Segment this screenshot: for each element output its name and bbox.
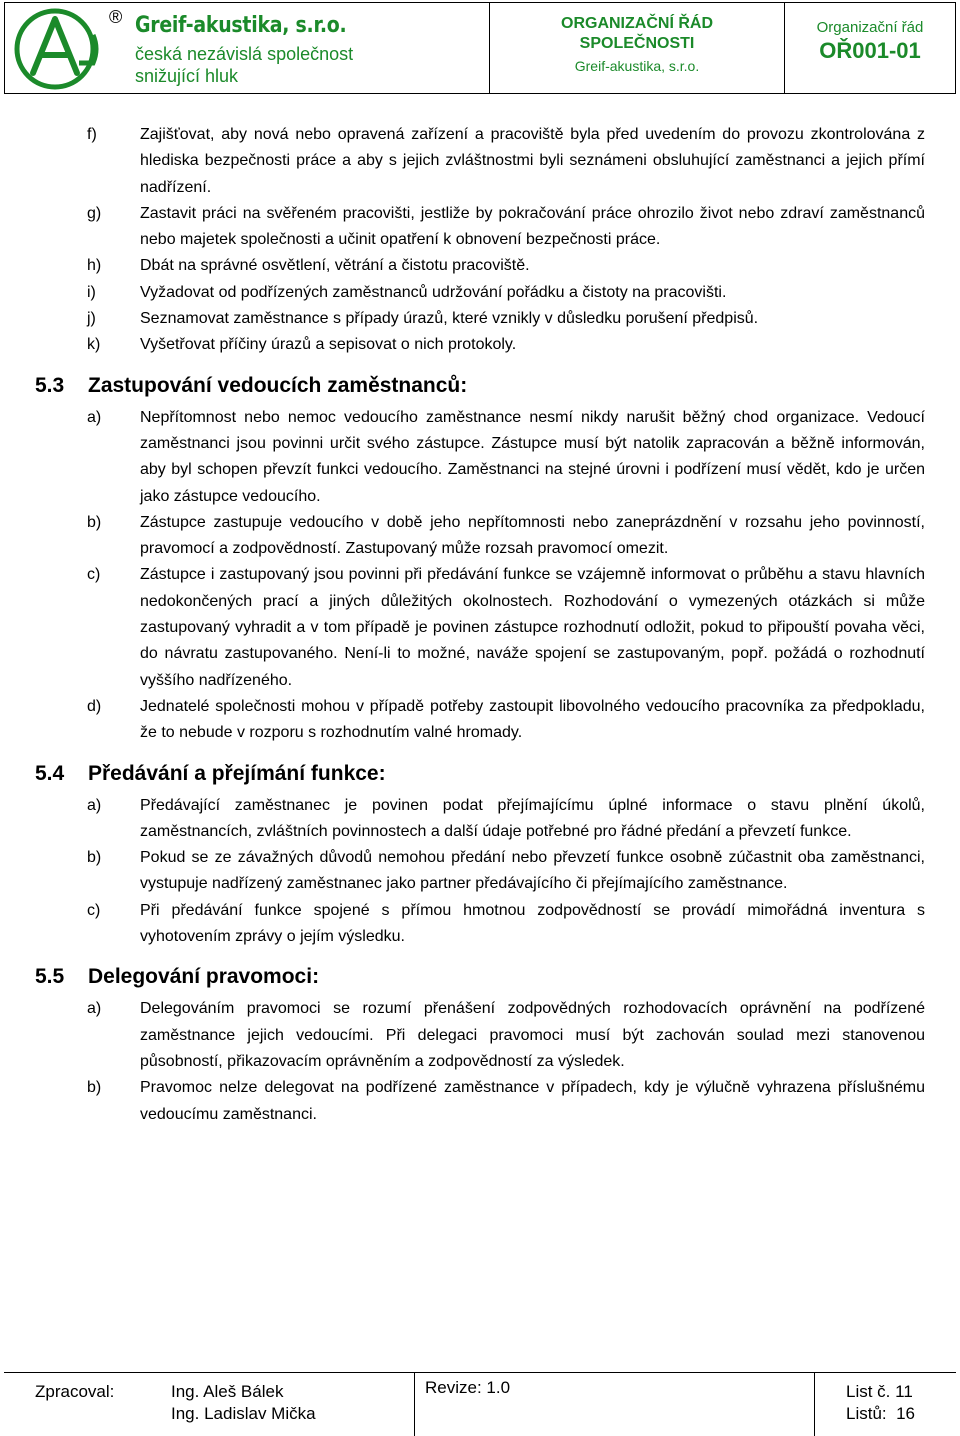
- list-item: [35, 793, 925, 846]
- item-text: Zajišťovat, aby nová nebo opravená zařízení a pracoviště byla před uvedením do provozu zkontrolována z hlediska bezpečnosti práce a aby s jejich zvláštnostmi byli seznámeni obsluhující zaměstnanci a jejich přímí nadřízení.: [140, 126, 925, 196]
- item-label: a): [87, 408, 102, 426]
- company-tagline: [135, 43, 353, 87]
- item-label: a): [87, 1000, 102, 1018]
- list-item: [35, 1075, 925, 1128]
- item-label: c): [87, 566, 101, 584]
- registered-mark: ®: [109, 7, 123, 27]
- document-code: OŘ001-01: [819, 38, 921, 63]
- list-item: [35, 122, 925, 201]
- company-name: Greif-akustika, s.r.o.: [135, 13, 347, 38]
- item-label: a): [87, 796, 102, 814]
- document-body: [35, 122, 925, 1128]
- list-item: [35, 332, 925, 358]
- list-item: [35, 845, 925, 898]
- list-item: [35, 510, 925, 563]
- header-title-cell: [490, 3, 785, 93]
- section-number: 5.3: [35, 373, 65, 397]
- list-item: [35, 405, 925, 510]
- section-number: 5.5: [35, 965, 65, 989]
- item-label: c): [87, 901, 101, 919]
- document-title-line-1: ORGANIZAČNÍ ŘÁD: [561, 15, 713, 32]
- item-text: Pokud se ze závažných důvodů nemohou předání nebo převzetí funkce osobně zúčastnit oba zaměstnanci, vystupuje nadřízený zaměstnanec jako partner předávajícího či přejímajícího zaměstnance.: [140, 849, 925, 893]
- header-logo-cell: [5, 3, 490, 93]
- ag-logo-icon: [9, 5, 105, 93]
- list-item: [35, 306, 925, 332]
- page-number: List č. 11: [846, 1382, 913, 1401]
- section-heading-5-3: [35, 373, 925, 399]
- list-item: [35, 562, 925, 693]
- tagline-line-2: snižující hluk: [135, 66, 239, 86]
- item-text: Vyšetřovat příčiny úrazů a sepisovat o nich protokoly.: [140, 336, 517, 354]
- item-text: Předávající zaměstnanec je povinen podat přejímajícímu úplné informace o stavu plnění úkolů, zaměstnancích, zvláštních povinnostech a další údaje potřebné pro řádné předání a převzetí funkce.: [140, 796, 925, 840]
- item-label: k): [87, 336, 101, 354]
- section-title: Delegování pravomoci:: [88, 965, 320, 989]
- section-number: 5.4: [35, 761, 65, 785]
- item-text: Nepřítomnost nebo nemoc vedoucího zaměstnance nesmí nikdy narušit běžný chod organizace. Vedoucí zaměstnanci jsou povinni určit svého zástupce. Zástupce musí být natolik zapracován a běžně informován, aby byl schopen převzít funkci vedoucího. Zaměstnanci na stejné úrovni i podřízení musí vědět, kdo je určen jako zástupce vedoucího.: [140, 408, 925, 505]
- section-title: Předávání a přejímání funkce:: [88, 761, 386, 785]
- list-item: [35, 280, 925, 306]
- list-item: [35, 253, 925, 279]
- item-text: Dbát na správné osvětlení, větrání a čistotu pracoviště.: [140, 257, 530, 275]
- prepared-label: Zpracoval:: [35, 1382, 115, 1401]
- document-title-company: Greif-akustika, s.r.o.: [574, 58, 700, 74]
- item-text: Zástupce zastupuje vedoucího v době jeho nepřítomnosti nebo zaneprázdnění v rozsahu jeho povinností, pravomocí a zodpovědností. Zastupovaný může rozsah pravomocí omezit.: [140, 513, 925, 558]
- list-item: [35, 694, 925, 747]
- item-label: h): [87, 257, 102, 275]
- document-title-line-2: SPOLEČNOSTI: [579, 35, 695, 52]
- header-code-cell: [785, 3, 955, 93]
- tagline-line-1: česká nezávislá společnost: [135, 44, 354, 64]
- item-label: j): [87, 310, 96, 328]
- item-text: Seznamovat zaměstnance s případy úrazů, které vznikly v důsledku porušení předpisů.: [140, 310, 759, 328]
- authors: [171, 1381, 316, 1425]
- revision: Revize: 1.0: [425, 1378, 511, 1397]
- item-label: g): [87, 204, 102, 222]
- item-text: Při předávání funkce spojené s přímou hmotnou zodpovědností se provádí mimořádná inventura s vyhotovením zprávy o jejím výsledku.: [140, 901, 925, 946]
- item-text: Vyžadovat od podřízených zaměstnanců udržování pořádku a čistoty na pracovišti.: [140, 283, 727, 301]
- item-text: Delegováním pravomoci se rozumí přenášení zodpovědných rozhodovacích oprávnění na podřízené zaměstnance jejich vedoucími. Při delegaci pravomoci musí být zachován soulad mezi stanovenou působností, přikazovacím oprávněním a zodpovědností za výsledek.: [140, 1000, 925, 1070]
- page-count: Listů: 16: [846, 1404, 915, 1423]
- document-footer: [4, 1372, 956, 1436]
- item-label: b): [87, 1079, 102, 1097]
- item-text: Pravomoc nelze delegovat na podřízené zaměstnance v případech, kdy je výlučně vyhrazena příslušnému vedoucímu zaměstnanci.: [140, 1079, 925, 1123]
- section-heading-5-5: [35, 964, 925, 990]
- item-label: f): [87, 126, 97, 143]
- document-type: Organizační řád: [816, 19, 924, 36]
- section-title: Zastupování vedoucích zaměstnanců:: [88, 373, 468, 397]
- item-label: b): [87, 849, 102, 867]
- item-text: Zástupce i zastupovaný jsou povinni při předávání funkce se vzájemně informovat o průběhu a stavu hlavních nedokončených prací a jiných důležitých okolnostech. Rozhodování o vymezených otázkách si může zastupovaný vyhradit a v tom případě je povinen zástupce rozhodnutí odložit, pokud to připouští povaha věci, do návratu zastupovaného. Není-li to možné, naváže spojení se zastupovaným, popř. požádá o rozhodnutí vyššího nadřízeného.: [140, 566, 925, 689]
- item-label: b): [87, 513, 102, 531]
- section-heading-5-4: [35, 761, 925, 787]
- document-title: [490, 14, 784, 54]
- footer-divider: [414, 1373, 415, 1436]
- author-1: Ing. Aleš Bálek: [171, 1382, 284, 1401]
- list-item: [35, 996, 925, 1075]
- item-text: Jednatelé společnosti mohou v případě potřeby zastoupit libovolného vedoucího pracovníka za předpokladu, že to nebude v rozporu s rozhodnutím valné hromady.: [140, 697, 925, 742]
- item-label: i): [87, 283, 96, 301]
- list-item: [35, 898, 925, 951]
- author-2: Ing. Ladislav Mička: [171, 1404, 316, 1423]
- item-text: Zastavit práci na svěřeném pracovišti, jestliže by pokračování práce ohrozilo život nebo zdraví zaměstnanců nebo majetek společnosti a učinit opatření k obnovení bezpečnosti práce.: [140, 204, 925, 249]
- document-header: [4, 2, 956, 94]
- list-item: [35, 201, 925, 254]
- page-info: [846, 1381, 915, 1425]
- footer-divider: [814, 1373, 815, 1436]
- item-label: d): [87, 697, 102, 715]
